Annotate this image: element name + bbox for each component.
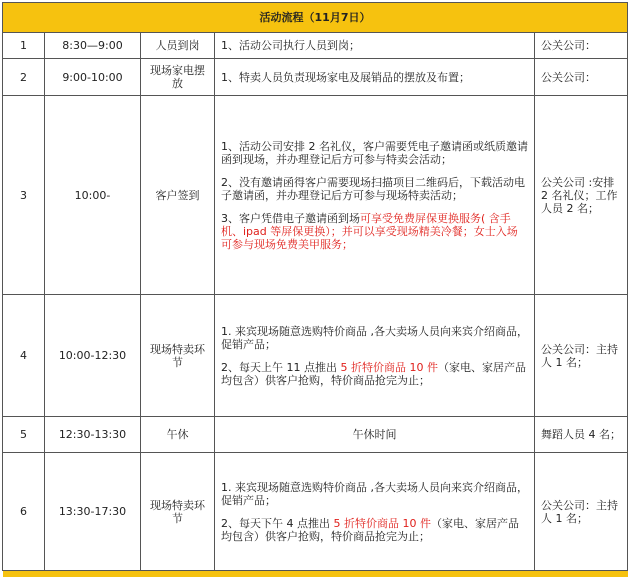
description-text: 3、客户凭借电子邀请函到场	[221, 212, 360, 225]
row-description: 1、特卖人员负责现场家电及展销品的摆放及布置；	[215, 59, 535, 96]
row-number: 3	[3, 96, 45, 295]
row-owner: 公关公司 :安排 2 名礼仪；工作人员 2 名；	[535, 96, 628, 295]
description-text: （家电、家居产品均包含）供客户抢购，特价商品抢完为止；	[221, 517, 519, 543]
row-item: 午休	[141, 417, 215, 453]
footer-bar	[3, 571, 628, 577]
row-description	[215, 96, 535, 295]
description-line: 1、活动公司安排 2 名礼仪，客户需要凭电子邀请函或纸质邀请函到现场，并办理登记后方可参与特卖会活动；	[221, 140, 528, 166]
row-item: 人员到岗	[141, 33, 215, 59]
row-time: 10:00-12:30	[45, 295, 141, 417]
row-time: 10:00-	[45, 96, 141, 295]
table-row	[3, 417, 628, 453]
highlight-text: 可享受免费屏保更换服务( 含手机、ipad 等屏保更换）；并可以享受现场精美冷餐；女士入场可参与现场免费美甲服务；	[221, 212, 518, 251]
description-line	[221, 517, 528, 543]
row-time: 8:30—9:00	[45, 33, 141, 59]
table-row	[3, 33, 628, 59]
table-row	[3, 295, 628, 417]
description-line	[221, 361, 528, 387]
row-description: 午休时间	[215, 417, 535, 453]
description-line	[221, 212, 528, 251]
row-description: 1、活动公司执行人员到岗；	[215, 33, 535, 59]
highlight-text: 5 折特价商品 10 件	[341, 361, 439, 374]
row-time: 9:00-10:00	[45, 59, 141, 96]
table-row	[3, 453, 628, 571]
description-line: 1. 来宾现场随意选购特价商品 ,各大卖场人员向来宾介绍商品，促销产品；	[221, 325, 528, 351]
row-owner: 舞蹈人员 4 名；	[535, 417, 628, 453]
highlight-text: 5 折特价商品 10 件	[334, 517, 432, 530]
table-title: 活动流程（11月7日）	[3, 3, 628, 33]
row-number: 5	[3, 417, 45, 453]
row-owner: 公关公司：主持人 1 名；	[535, 295, 628, 417]
row-item: 现场特卖环节	[141, 453, 215, 571]
row-item: 现场家电摆放	[141, 59, 215, 96]
row-time: 13:30-17:30	[45, 453, 141, 571]
row-owner: 公关公司：主持人 1 名；	[535, 453, 628, 571]
description-text: 2、每天下午 4 点推出	[221, 517, 334, 530]
row-number: 2	[3, 59, 45, 96]
row-owner: 公关公司：	[535, 59, 628, 96]
row-item: 客户签到	[141, 96, 215, 295]
row-number: 4	[3, 295, 45, 417]
title-row	[3, 3, 628, 33]
table-row	[3, 96, 628, 295]
row-description	[215, 295, 535, 417]
description-text: 2、每天上午 11 点推出	[221, 361, 341, 374]
schedule-table	[2, 2, 628, 577]
row-item: 现场特卖环节	[141, 295, 215, 417]
description-line: 2、没有邀请函得客户需要现场扫描项目二维码后，下载活动电子邀请函，并办理登记后方可参与现场特卖活动；	[221, 176, 528, 202]
row-description	[215, 453, 535, 571]
row-owner: 公关公司：	[535, 33, 628, 59]
description-text: （家电、家居产品均包含）供客户抢购，特价商品抢完为止；	[221, 361, 526, 387]
description-line: 1. 来宾现场随意选购特价商品 ,各大卖场人员向来宾介绍商品，促销产品；	[221, 481, 528, 507]
table-footer-strip	[3, 571, 628, 577]
row-number: 6	[3, 453, 45, 571]
row-number: 1	[3, 33, 45, 59]
row-time: 12:30-13:30	[45, 417, 141, 453]
table-row	[3, 59, 628, 96]
